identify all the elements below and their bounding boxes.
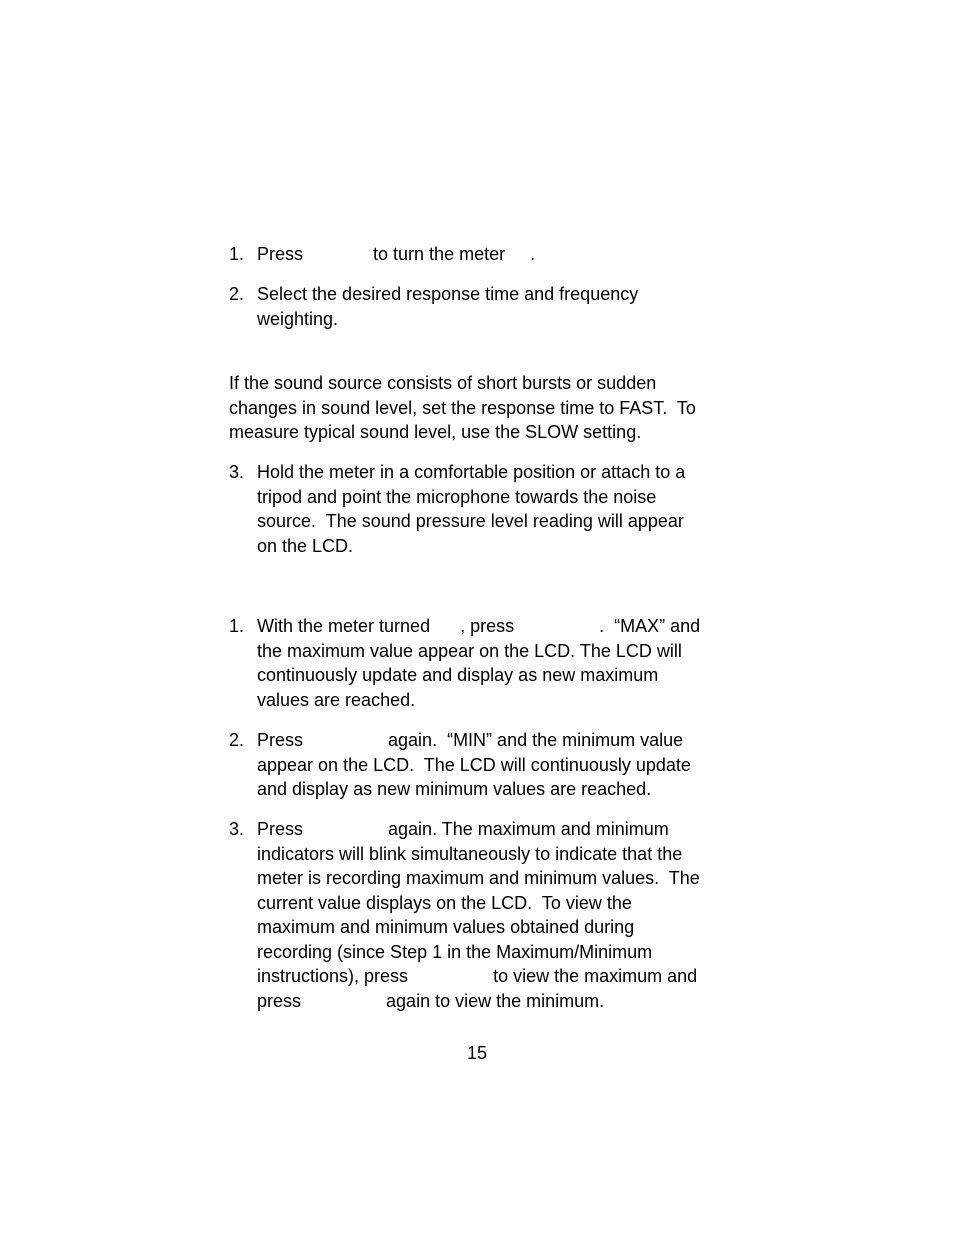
- list-number: 1.: [229, 244, 245, 264]
- list-item-text: [257, 282, 727, 331]
- list-number: 2.: [229, 730, 245, 750]
- text-line: current value displays on the LCD. To view the: [257, 892, 632, 913]
- text-line: changes in sound level, set the response time to FAST. To: [229, 397, 696, 418]
- text-line: measure typical sound level, use the SLOW setting.: [229, 422, 642, 442]
- text-line: on the LCD.: [257, 535, 354, 556]
- list-item-text: [257, 460, 727, 558]
- text-line: continuously update and display as new maximum: [257, 665, 659, 685]
- text-line: tripod and point the microphone towards the noise: [257, 486, 657, 507]
- text-line: recording (since Step 1 in the Maximum/Minimum: [257, 941, 653, 962]
- text-line: appear on the LCD. The LCD will continuously update: [257, 754, 691, 775]
- text-line: If the sound source consists of short bursts or sudden: [229, 373, 657, 393]
- text-line: source. The sound pressure level reading will appear: [257, 511, 684, 531]
- body-paragraph: [229, 371, 729, 445]
- list-number: 3.: [229, 462, 245, 482]
- text-line: the maximum value appear on the LCD. The LCD will: [257, 640, 682, 661]
- text-line: and display as new minimum values are reached.: [257, 779, 652, 799]
- list-number: 1.: [229, 616, 245, 636]
- text-line: instructions), press to view the maximum and: [257, 966, 698, 986]
- text-line: meter is recording maximum and minimum values. The: [257, 868, 700, 888]
- text-line: Press again. “MIN” and the minimum value: [257, 730, 684, 750]
- list-number: 3.: [229, 819, 245, 839]
- text-line: indicators will blink simultaneously to indicate that the: [257, 843, 683, 864]
- text-line: weighting.: [257, 308, 339, 329]
- text-line: Select the desired response time and frequency: [257, 284, 639, 304]
- text-line: Hold the meter in a comfortable position or attach to a: [257, 462, 686, 482]
- list-item-text: [257, 242, 727, 267]
- list-item-text: [257, 728, 727, 802]
- list-item-text: [257, 614, 727, 712]
- text-line: Press to turn the meter .: [257, 244, 536, 264]
- text-line: maximum and minimum values obtained during: [257, 917, 635, 937]
- list-number: 2.: [229, 284, 245, 304]
- page-number: 15: [466, 1043, 488, 1063]
- text-line: press again to view the minimum.: [257, 990, 605, 1011]
- text-line: values are reached.: [257, 689, 416, 710]
- text-line: With the meter turned , press . “MAX” and: [257, 616, 701, 636]
- list-item-text: [257, 817, 727, 1013]
- text-line: Press again. The maximum and minimum: [257, 819, 669, 839]
